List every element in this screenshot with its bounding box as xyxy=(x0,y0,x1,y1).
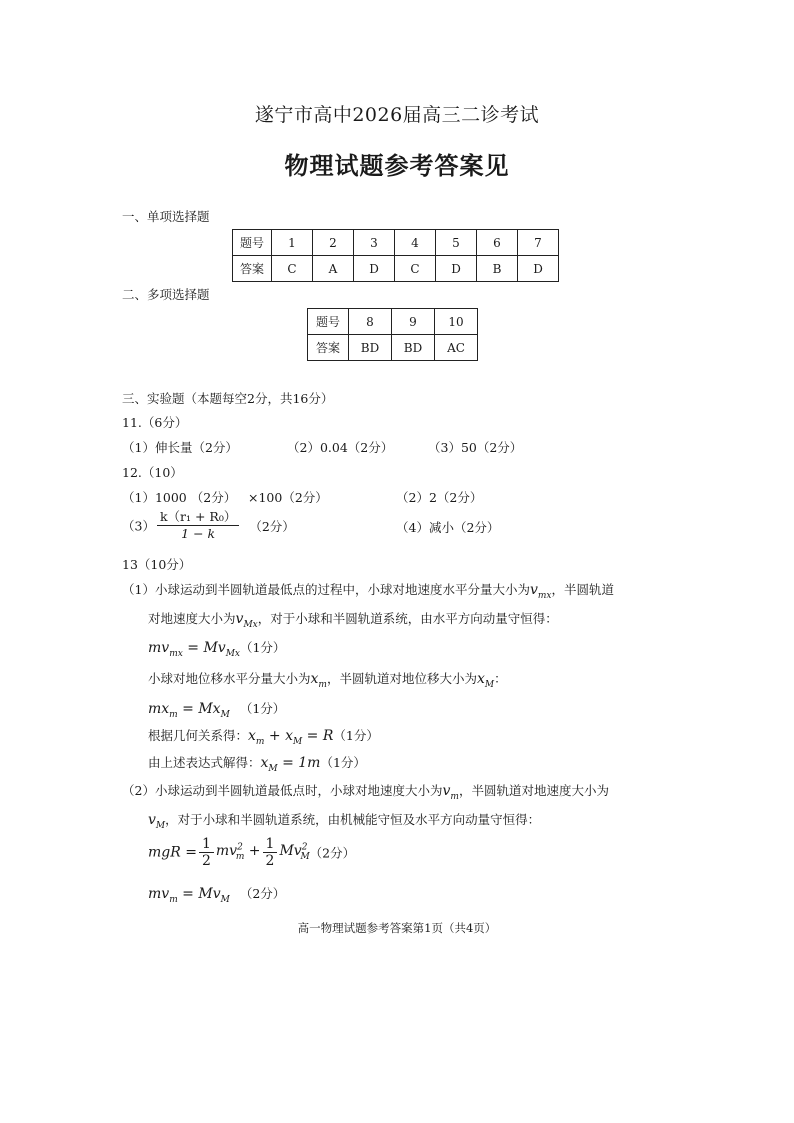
row-label: 答案 xyxy=(308,335,349,361)
question-number: 3 xyxy=(354,230,395,256)
multi-choice-table xyxy=(307,308,478,361)
q12-label: 12.（10） xyxy=(122,465,183,480)
score: （1分） xyxy=(333,728,379,743)
question-number: 9 xyxy=(392,309,435,335)
answer-cell: A xyxy=(313,256,354,282)
question-number: 10 xyxy=(435,309,478,335)
section2-heading: 二、多项选择题 xyxy=(122,287,210,302)
q13-text: ，半圆轨道 xyxy=(551,582,615,597)
math-var xyxy=(235,611,258,630)
q12-part3 xyxy=(122,509,295,542)
q12-part3-fraction xyxy=(157,509,239,542)
equation-term: $mv^2_m$ + xyxy=(215,842,261,863)
q13-line-c xyxy=(148,669,507,690)
row-label: 答案 xyxy=(233,256,272,282)
q11-part3: （3）50（2分） xyxy=(428,440,523,455)
equation: $mx_m = Mx_M$ xyxy=(148,701,230,720)
question-number: 2 xyxy=(313,230,354,256)
section3-heading: 三、实验题（本题每空2分，共16分） xyxy=(122,391,334,406)
q13-text: ，对于小球和半圆轨道系统，由水平方向动量守恒得： xyxy=(257,611,558,626)
math-var: $v_m$ xyxy=(442,783,459,802)
math-symbol: v xyxy=(235,611,244,627)
q13-text: 根据几何关系得： xyxy=(148,728,249,743)
question-number: 5 xyxy=(436,230,477,256)
q11-label: 11.（6分） xyxy=(122,415,188,430)
equation: $x_m + x_M = R$ xyxy=(248,728,334,747)
score: （1分） xyxy=(239,701,286,716)
row-label: 题号 xyxy=(233,230,272,256)
q12-part1b: ×100（2分） xyxy=(248,490,328,505)
q12-part1a: （1）1000 （2分） xyxy=(122,490,237,505)
q12-part3-prefix: （3） xyxy=(122,518,155,534)
q13-p2-line-a xyxy=(122,781,609,802)
q13-p2-line-b xyxy=(148,810,540,831)
q11-part1: （1）伸长量（2分） xyxy=(122,440,238,455)
equation-momentum-2 xyxy=(148,884,285,905)
table-row xyxy=(308,335,478,361)
table-row xyxy=(308,309,478,335)
fraction-half: $\frac{1}{2}$ xyxy=(263,836,278,869)
equation-lhs: mgR = xyxy=(148,844,197,861)
q13-text: 对地速度大小为 xyxy=(148,611,236,626)
equation-displacement xyxy=(148,699,285,720)
math-subscript: mx xyxy=(537,590,552,601)
page-footer: 高一物理试题参考答案第1页（共4页） xyxy=(297,921,497,935)
q13-label: 13（10分） xyxy=(122,557,192,572)
answer-cell: D xyxy=(518,256,559,282)
score: （2分） xyxy=(309,845,356,861)
q13-p1-line-a xyxy=(122,580,614,601)
q13-text: ，半圆轨道对地位移大小为 xyxy=(326,671,477,686)
answer-cell: C xyxy=(395,256,436,282)
q12-part4: （4）减小（2分） xyxy=(396,520,500,535)
q13-line-e xyxy=(148,753,366,774)
document-subtitle: 物理试题参考答案见 xyxy=(284,151,510,180)
q13-text: ： xyxy=(494,671,507,686)
answer-cell: C xyxy=(272,256,313,282)
q13-text: （1）小球运动到半圆轨道最低点的过程中，小球对地速度水平分量大小为 xyxy=(122,582,530,597)
fraction-denominator: 1 − k xyxy=(181,526,216,541)
table-row xyxy=(233,230,559,256)
row-label: 题号 xyxy=(308,309,349,335)
fraction-half: $\frac{1}{2}$ xyxy=(199,836,214,869)
score: （2分） xyxy=(239,886,286,901)
question-number: 8 xyxy=(349,309,392,335)
section1-heading: 一、单项选择题 xyxy=(122,209,210,224)
math-var xyxy=(529,582,552,601)
score: （1分） xyxy=(239,640,286,655)
score: （1分） xyxy=(320,755,366,770)
question-number: 7 xyxy=(518,230,559,256)
q13-line-d xyxy=(148,726,379,747)
math-var: $x_m$ xyxy=(310,671,327,690)
single-choice-table xyxy=(232,229,559,282)
answer-cell: BD xyxy=(392,335,435,361)
q12-part3-score: （2分） xyxy=(249,518,295,534)
equation-term: $Mv^2_M$ xyxy=(279,842,310,863)
answer-cell: D xyxy=(354,256,395,282)
math-subscript: Mx xyxy=(243,619,258,630)
fraction-numerator: k（r₁ + R₀） xyxy=(157,509,239,526)
equation-energy xyxy=(148,836,355,869)
equation: $x_M = 1m$ xyxy=(260,755,321,774)
math-var: $x_M$ xyxy=(476,671,495,690)
answer-cell: BD xyxy=(349,335,392,361)
question-number: 1 xyxy=(272,230,313,256)
q12-part2: （2）2（2分） xyxy=(396,490,483,505)
math-symbol: v xyxy=(529,582,538,598)
q13-text: ，半圆轨道对地速度大小为 xyxy=(458,783,609,798)
answer-cell: D xyxy=(436,256,477,282)
answer-cell: B xyxy=(477,256,518,282)
q13-p1-line-b xyxy=(148,609,558,630)
equation: $mv_{mx} = Mv_{Mx}$ xyxy=(148,640,240,659)
question-number: 6 xyxy=(477,230,518,256)
math-var: $v_M$ xyxy=(148,812,166,831)
answer-cell: AC xyxy=(435,335,478,361)
equation-momentum xyxy=(148,638,285,659)
document-title: 遂宁市高中2026届高三二诊考试 xyxy=(254,104,540,126)
q11-part2: （2）0.04（2分） xyxy=(287,440,394,455)
q13-text: （2）小球运动到半圆轨道最低点时，小球对地速度大小为 xyxy=(122,783,443,798)
q13-text: 小球对地位移水平分量大小为 xyxy=(148,671,311,686)
q13-text: ，对于小球和半圆轨道系统，由机械能守恒及水平方向动量守恒得： xyxy=(165,812,541,827)
question-number: 4 xyxy=(395,230,436,256)
table-row xyxy=(233,256,559,282)
q13-text: 由上述表达式解得： xyxy=(148,755,261,770)
equation: $mv_m = Mv_M$ xyxy=(148,886,230,905)
